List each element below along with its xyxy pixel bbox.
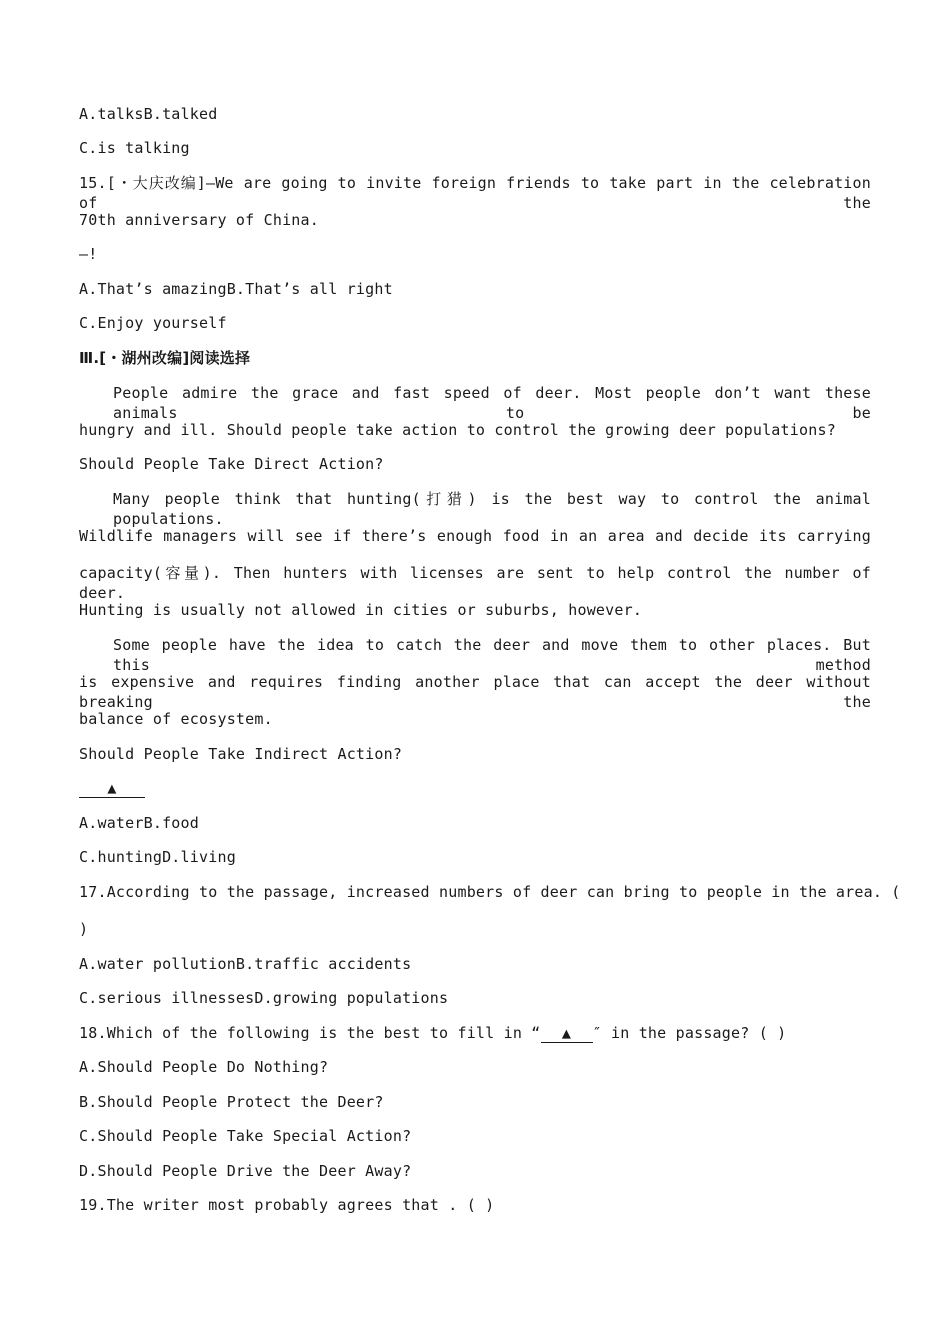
option-line: A.That’s amazingB.That’s all right [79, 280, 393, 298]
option-line: C.huntingD.living [79, 848, 236, 866]
subheading: Should People Take Direct Action? [79, 455, 384, 473]
question-15-continued: 70th anniversary of China. [79, 211, 319, 229]
question-17-paren: ) [79, 920, 89, 938]
question-18 [79, 1023, 871, 1043]
section-heading: Ⅲ.[・湖州改编]阅读选择 [79, 349, 251, 367]
paragraph-line: Some people have the idea to catch the deer and move them to other places. But this method [113, 636, 871, 674]
paragraph-line: People admire the grace and fast speed of deer. Most people don’t want these animals to be [113, 384, 871, 422]
triangle-blank: ▲ [541, 1024, 593, 1043]
option-line: A.water pollutionB.traffic accidents [79, 955, 412, 973]
paragraph-line: is expensive and requires finding another place that can accept the deer without breaking the [79, 673, 871, 711]
subheading: Should People Take Indirect Action? [79, 745, 403, 763]
paragraph-line: Wildlife managers will see if there’s enough food in an area and decide its carrying [79, 527, 871, 545]
option-line: A.talksB.talked [79, 105, 218, 123]
paragraph-line: capacity(容量). Then hunters with licenses are sent to help control the number of deer. [79, 564, 871, 602]
question-19: 19.The writer most probably agrees that . ( ) [79, 1196, 495, 1214]
paragraph-line: Hunting is usually not allowed in cities or suburbs, however. [79, 601, 643, 619]
question-18-text: 18.Which of the following is the best to fill in “ [79, 1024, 541, 1042]
blank-line [79, 778, 871, 798]
option-line: B.Should People Protect the Deer? [79, 1093, 384, 1111]
triangle-blank: ▲ [79, 779, 145, 798]
option-line: C.Enjoy yourself [79, 314, 227, 332]
option-line: D.Should People Drive the Deer Away? [79, 1162, 412, 1180]
question-17: 17.According to the passage, increased numbers of deer can bring to people in the area. ( [79, 883, 901, 901]
paragraph-line: balance of ecosystem. [79, 710, 273, 728]
option-line: A.waterB.food [79, 814, 199, 832]
response-line: —! [79, 245, 98, 263]
option-line: C.is talking [79, 139, 190, 157]
question-15: 15.[・大庆改编]—We are going to invite foreign friends to take part in the celebration of the [79, 174, 871, 212]
option-line: C.serious illnessesD.growing populations [79, 989, 449, 1007]
paragraph-line: Many people think that hunting(打猎) is the best way to control the animal populations. [113, 490, 871, 528]
option-line: C.Should People Take Special Action? [79, 1127, 412, 1145]
option-line: A.Should People Do Nothing? [79, 1058, 329, 1076]
question-18-text-end: ″ in the passage? ( ) [592, 1024, 787, 1042]
paragraph-line: hungry and ill. Should people take action to control the growing deer populations? [79, 421, 836, 439]
